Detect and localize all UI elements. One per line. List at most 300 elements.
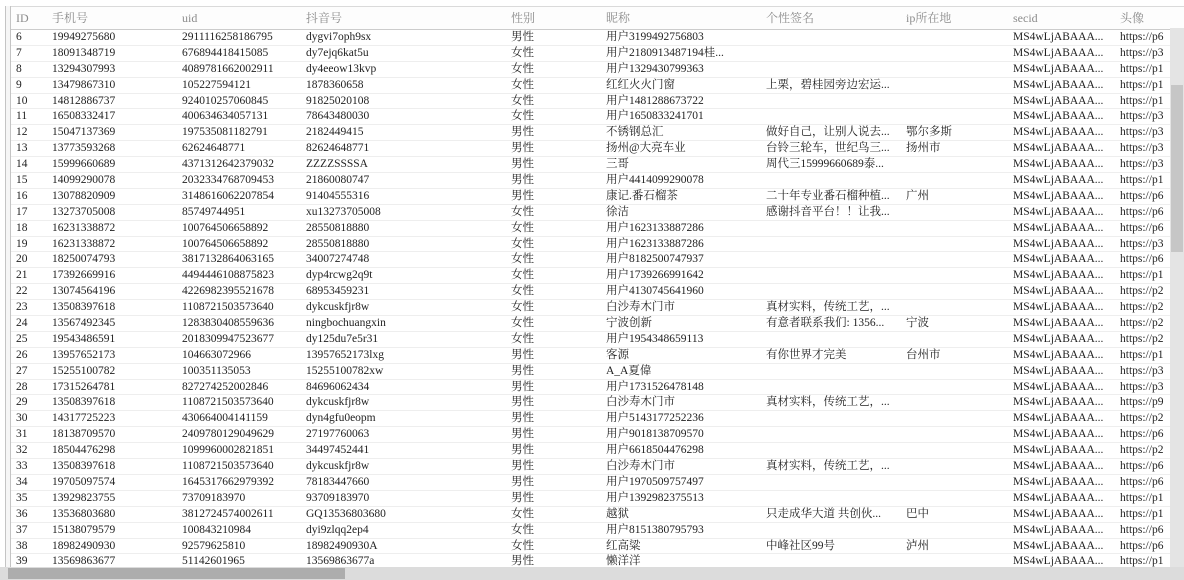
cell-gender: 男性 [511,460,534,473]
cell-douyin: 91825020108 [306,94,370,107]
cell-id: 21 [16,269,28,282]
vertical-scrollbar[interactable] [1170,28,1184,567]
cell-signature [761,268,901,283]
cell-nickname: 徐洁 [606,205,629,218]
cell-id: 33 [16,460,28,473]
cell-id: 35 [16,491,28,504]
cell-ip [901,157,1008,172]
cell-phone: 13508397618 [52,301,116,314]
cell-phone: 14099290078 [52,174,116,187]
cell-ip [901,364,1008,379]
cell-gender: 男性 [511,475,534,488]
cell-phone: 15047137369 [52,126,116,139]
cell-uid: 92579625810 [182,539,246,552]
cell-secid: MS4wLjABAAA... [1013,110,1104,123]
cell-douyin: 2182449415 [306,126,364,139]
cell-uid: 104663072966 [182,348,251,361]
cell-douyin: 82624648771 [306,142,370,155]
cell-avatar: https://p2 [1120,285,1164,298]
cell-avatar: https://p6 [1120,475,1164,488]
table-row[interactable] [11,237,1184,253]
cell-avatar: https://p6 [1120,221,1164,234]
cell-signature [761,62,901,77]
table-row[interactable] [11,507,1184,523]
cell-secid: MS4wLjABAAA... [1013,396,1104,409]
cell-ip [901,205,1008,220]
cell-secid: MS4wLjABAAA... [1013,507,1104,520]
cell-uid: 3812724574002611 [182,507,274,520]
table-row[interactable] [11,443,1184,459]
cell-secid: MS4wLjABAAA... [1013,491,1104,504]
cell-uid: 62624648771 [182,142,246,155]
cell-secid: MS4wLjABAAA... [1013,412,1104,425]
cell-signature [761,491,901,506]
cell-nickname: 康记.番石榴茶 [606,189,678,202]
cell-signature: 有你世界才完美 [766,348,847,361]
cell-signature: 感谢抖音平台！！让我... [766,205,890,218]
cell-ip [901,268,1008,283]
cell-gender: 女性 [511,221,534,234]
cell-signature [761,284,901,299]
cell-ip [901,78,1008,93]
table-row[interactable] [11,141,1184,157]
cell-ip: 泸州 [906,539,929,552]
cell-id: 18 [16,221,28,234]
table-row[interactable] [11,189,1184,205]
cell-avatar: https://p3 [1120,46,1164,59]
column-header-avatar[interactable]: 头像 [1120,11,1145,25]
cell-avatar: https://p6 [1120,189,1164,202]
cell-avatar: https://p3 [1120,237,1164,250]
cell-phone: 13479867310 [52,78,116,91]
cell-gender: 男性 [511,189,534,202]
data-grid [11,6,1184,580]
table-row[interactable] [11,395,1184,411]
cell-id: 25 [16,332,28,345]
cell-phone: 13078820909 [52,189,116,202]
cell-uid: 3148616062207854 [182,189,274,202]
cell-signature [761,443,901,458]
cell-secid: MS4wLjABAAA... [1013,285,1104,298]
cell-douyin: dyi9zlqq2ep4 [306,523,369,536]
cell-id: 9 [16,78,22,91]
table-row[interactable] [11,157,1184,173]
column-header-douyin[interactable]: 抖音号 [306,11,343,25]
cell-signature [761,427,901,442]
cell-ip [901,221,1008,236]
cell-phone: 17315264781 [52,380,116,393]
cell-id: 20 [16,253,28,266]
cell-phone: 16231338872 [52,221,116,234]
cell-nickname: 用户1731526478148 [606,380,704,393]
table-row[interactable] [11,78,1184,94]
cell-phone: 19949275680 [52,31,116,43]
cell-id: 22 [16,285,28,298]
cell-avatar: https://p6 [1120,539,1164,552]
cell-douyin: 84696062434 [306,380,370,393]
cell-avatar: https://p2 [1120,444,1164,457]
cell-phone: 16231338872 [52,237,116,250]
cell-gender: 女性 [511,539,534,552]
cell-uid: 1108721503573640 [182,301,274,314]
cell-uid: 4371312642379032 [182,158,274,171]
cell-phone: 13929823755 [52,491,116,504]
table-row[interactable] [11,221,1184,237]
cell-ip [901,427,1008,442]
table-row[interactable] [11,300,1184,316]
cell-avatar: https://p3 [1120,364,1164,377]
cell-uid: 2018309947523677 [182,332,274,345]
cell-douyin: 68953459231 [306,285,370,298]
cell-nickname: 用户1739266991642 [606,269,704,282]
cell-gender: 男性 [511,158,534,171]
cell-phone: 13508397618 [52,460,116,473]
cell-phone: 19543486591 [52,332,116,345]
cell-phone: 13536803680 [52,507,116,520]
cell-gender: 男性 [511,428,534,441]
cell-gender: 男性 [511,380,534,393]
cell-secid: MS4wLjABAAA... [1013,142,1104,155]
cell-uid: 85749744951 [182,205,246,218]
cell-phone: 13508397618 [52,396,116,409]
cell-avatar: https://p3 [1120,380,1164,393]
cell-phone: 14812886737 [52,94,116,107]
cell-douyin: 27197760063 [306,428,370,441]
table-row[interactable] [11,62,1184,78]
cell-douyin: ningbochuangxin [306,317,386,330]
table-row[interactable] [11,46,1184,62]
cell-id: 7 [16,46,22,59]
cell-nickname: 三哥 [606,158,629,171]
cell-gender: 女性 [511,523,534,536]
cell-douyin: 78183447660 [306,475,370,488]
cell-gender: 女性 [511,269,534,282]
cell-uid: 4089781662002911 [182,62,274,75]
cell-secid: MS4wLjABAAA... [1013,253,1104,266]
cell-signature [761,380,901,395]
cell-uid: 2409780129049629 [182,428,274,441]
cell-gender: 女性 [511,253,534,266]
cell-id: 34 [16,475,28,488]
column-header-gender[interactable]: 性别 [511,11,536,25]
cell-secid: MS4wLjABAAA... [1013,380,1104,393]
cell-ip: 台州市 [906,348,941,361]
cell-douyin: GQ13536803680 [306,507,386,520]
cell-phone: 15255100782 [52,364,116,377]
cell-ip [901,459,1008,474]
cell-avatar: https://p1 [1120,269,1164,282]
cell-signature [761,173,901,188]
cell-gender: 女性 [511,62,534,75]
cell-douyin: 28550818880 [306,237,370,250]
cell-signature [761,523,901,538]
cell-signature [761,46,901,61]
cell-nickname: 越狱 [606,507,629,520]
cell-ip [901,300,1008,315]
cell-id: 26 [16,348,28,361]
cell-id: 32 [16,444,28,457]
cell-douyin: 28550818880 [306,221,370,234]
cell-douyin: 1878360658 [306,78,364,91]
cell-signature: 中峰社区99号 [766,539,835,552]
cell-secid: MS4wLjABAAA... [1013,237,1104,250]
cell-secid: MS4wLjABAAA... [1013,221,1104,234]
column-header-ip[interactable]: ip所在地 [906,11,952,25]
table-row[interactable] [11,411,1184,427]
table-row[interactable] [11,205,1184,221]
column-header-phone[interactable]: 手机号 [52,11,89,25]
cell-signature [761,237,901,252]
cell-secid: MS4wLjABAAA... [1013,94,1104,107]
cell-avatar: https://p1 [1120,555,1164,568]
cell-ip: 巴中 [906,507,929,520]
table-row[interactable] [11,475,1184,491]
table-row[interactable] [11,523,1184,539]
cell-phone: 17392669916 [52,269,116,282]
cell-avatar: https://p3 [1120,158,1164,171]
column-header-id[interactable]: ID [16,11,29,25]
cell-douyin: 34497452441 [306,444,370,457]
cell-phone: 13569863677 [52,555,116,568]
cell-phone: 18138709570 [52,428,116,441]
table-row[interactable] [11,94,1184,110]
table-row[interactable] [11,380,1184,396]
cell-douyin: 91404555316 [306,189,370,202]
cell-avatar: https://p6 [1120,428,1164,441]
column-header-secid[interactable]: secid [1013,11,1038,25]
cell-avatar: https://p6 [1120,31,1164,43]
cell-gender: 男性 [511,348,534,361]
cell-uid: 100351135053 [182,364,251,377]
cell-uid: 1108721503573640 [182,460,274,473]
cell-douyin: 21860080747 [306,174,370,187]
cell-nickname: 白沙寿木门市 [606,301,675,314]
cell-uid: 1283830408559636 [182,317,274,330]
cell-secid: MS4wLjABAAA... [1013,555,1104,568]
cell-avatar: https://p6 [1120,253,1164,266]
cell-douyin: dykcuskfjr8w [306,301,370,314]
cell-secid: MS4wLjABAAA... [1013,31,1104,43]
cell-uid: 676894418415085 [182,46,269,59]
cell-id: 28 [16,380,28,393]
column-header-nickname[interactable]: 昵称 [606,11,631,25]
table-row[interactable] [11,364,1184,380]
cell-secid: MS4wLjABAAA... [1013,348,1104,361]
cell-avatar: https://p6 [1120,523,1164,536]
table-row[interactable] [11,491,1184,507]
cell-id: 27 [16,364,28,377]
cell-secid: MS4wLjABAAA... [1013,460,1104,473]
cell-secid: MS4wLjABAAA... [1013,189,1104,202]
table-row[interactable] [11,125,1184,141]
cell-signature [761,332,901,347]
cell-id: 29 [16,396,28,409]
cell-uid: 4494446108875823 [182,269,274,282]
horizontal-scrollbar[interactable] [0,567,1184,580]
cell-ip [901,62,1008,77]
cell-secid: MS4wLjABAAA... [1013,269,1104,282]
cell-nickname: 扬州@大亮车业 [606,142,686,155]
cell-id: 16 [16,189,28,202]
cell-id: 15 [16,174,28,187]
cell-secid: MS4wLjABAAA... [1013,539,1104,552]
cell-uid: 197535081182791 [182,126,268,139]
cell-ip: 广州 [906,189,929,202]
table-header-row [11,6,1184,30]
cell-avatar: https://p1 [1120,174,1164,187]
cell-uid: 100764506658892 [182,237,269,250]
cell-secid: MS4wLjABAAA... [1013,301,1104,314]
cell-signature: 台铃三轮车，世纪鸟三... [766,142,890,155]
cell-ip: 扬州市 [906,142,941,155]
cell-secid: MS4wLjABAAA... [1013,428,1104,441]
cell-phone: 18504476298 [52,444,116,457]
table-row[interactable] [11,539,1184,555]
table-row[interactable] [11,284,1184,300]
cell-avatar: https://p1 [1120,62,1164,75]
cell-gender: 女性 [511,110,534,123]
cell-nickname: 用户1392982375513 [606,491,704,504]
cell-uid: 1108721503573640 [182,396,274,409]
cell-nickname: 用户8182500747937 [606,253,704,266]
cell-gender: 女性 [511,46,534,59]
cell-douyin: 13957652173lxg [306,348,384,361]
cell-douyin: dygvi7oph9sx [306,31,372,43]
cell-ip [901,332,1008,347]
cell-uid: 105227594121 [182,78,251,91]
table-row[interactable] [11,427,1184,443]
cell-douyin: dy4eeow13kvp [306,62,377,75]
cell-nickname: 白沙寿木门市 [606,460,675,473]
cell-signature [761,252,901,267]
cell-phone: 13773593268 [52,142,116,155]
table-row[interactable] [11,173,1184,189]
cell-nickname: 用户9018138709570 [606,428,704,441]
cell-gender: 女性 [511,507,534,520]
cell-secid: MS4wLjABAAA... [1013,158,1104,171]
cell-nickname: 用户1329430799363 [606,62,704,75]
cell-signature [761,411,901,426]
horizontal-scrollbar-thumb[interactable] [8,568,345,579]
cell-ip [901,109,1008,124]
cell-uid: 924010257060845 [182,94,269,107]
cell-douyin: 15255100782xw [306,364,384,377]
cell-douyin: 93709183970 [306,491,370,504]
cell-gender: 男性 [511,364,534,377]
cell-avatar: https://p1 [1120,491,1164,504]
column-header-signature[interactable]: 个性签名 [766,11,815,25]
cell-phone: 18091348719 [52,46,116,59]
cell-ip [901,284,1008,299]
cell-phone: 13567492345 [52,317,116,330]
cell-uid: 827274252002846 [182,380,269,393]
cell-secid: MS4wLjABAAA... [1013,317,1104,330]
cell-nickname: 懒洋洋 [606,555,641,568]
cell-gender: 男性 [511,444,534,457]
cell-avatar: https://p2 [1120,332,1164,345]
cell-douyin: dykcuskfjr8w [306,396,370,409]
cell-nickname: 用户2180913487194桂... [606,46,724,59]
cell-uid: 3817132864063165 [182,253,274,266]
cell-avatar: https://p1 [1120,78,1164,91]
cell-gender: 女性 [511,332,534,345]
column-header-uid[interactable]: uid [182,11,198,25]
cell-avatar: https://p1 [1120,348,1164,361]
cell-douyin: dy7ejq6kat5u [306,46,369,59]
cell-avatar: https://p9 [1120,396,1164,409]
cell-avatar: https://p2 [1120,317,1164,330]
cell-uid: 100843210984 [182,523,251,536]
cell-douyin: dy125du7e5r31 [306,332,379,345]
cell-id: 13 [16,142,28,155]
vertical-scrollbar-thumb[interactable] [1171,85,1183,252]
table-row[interactable] [11,30,1184,46]
cell-id: 12 [16,126,28,139]
cell-signature [761,109,901,124]
cell-ip [901,30,1008,45]
cell-uid: 4226982395521678 [182,285,274,298]
cell-ip [901,46,1008,61]
table-row[interactable] [11,332,1184,348]
cell-ip [901,252,1008,267]
table-row[interactable] [11,459,1184,475]
cell-secid: MS4wLjABAAA... [1013,332,1104,345]
cell-douyin: 34007274748 [306,253,370,266]
table-row[interactable] [11,316,1184,332]
cell-ip: 鄂尔多斯 [906,126,952,139]
cell-nickname: 用户5143177252236 [606,412,704,425]
table-row[interactable] [11,268,1184,284]
cell-signature [761,221,901,236]
cell-douyin: xu13273705008 [306,205,381,218]
cell-secid: MS4wLjABAAA... [1013,62,1104,75]
cell-nickname: 白沙寿木门市 [606,396,675,409]
cell-uid: 51142601965 [182,555,245,568]
cell-phone: 16508332417 [52,110,116,123]
cell-id: 24 [16,317,28,330]
table-row[interactable] [11,109,1184,125]
cell-nickname: 用户1623133887286 [606,221,704,234]
table-row[interactable] [11,252,1184,268]
cell-signature [761,364,901,379]
cell-id: 19 [16,237,28,250]
cell-avatar: https://p6 [1120,205,1164,218]
cell-avatar: https://p2 [1120,412,1164,425]
cell-ip [901,411,1008,426]
cell-id: 30 [16,412,28,425]
cell-avatar: https://p6 [1120,460,1164,473]
cell-uid: 1099960002821851 [182,444,274,457]
cell-ip [901,173,1008,188]
cell-nickname: 用户1623133887286 [606,237,704,250]
cell-signature: 二十年专业番石榴种植... [766,189,890,202]
cell-nickname: 用户1650833241701 [606,110,704,123]
cell-avatar: https://p2 [1120,301,1164,314]
table-row[interactable] [11,348,1184,364]
cell-nickname: 用户4130745641960 [606,285,704,298]
cell-id: 36 [16,507,28,520]
cell-ip [901,523,1008,538]
cell-uid: 430664004141159 [182,412,268,425]
cell-gender: 男性 [511,126,534,139]
cell-secid: MS4wLjABAAA... [1013,364,1104,377]
cell-phone: 18250074793 [52,253,116,266]
cell-gender: 男性 [511,31,534,43]
cell-avatar: https://p1 [1120,94,1164,107]
cell-gender: 女性 [511,301,534,314]
cell-nickname: 用户8151380795793 [606,523,704,536]
cell-gender: 女性 [511,94,534,107]
